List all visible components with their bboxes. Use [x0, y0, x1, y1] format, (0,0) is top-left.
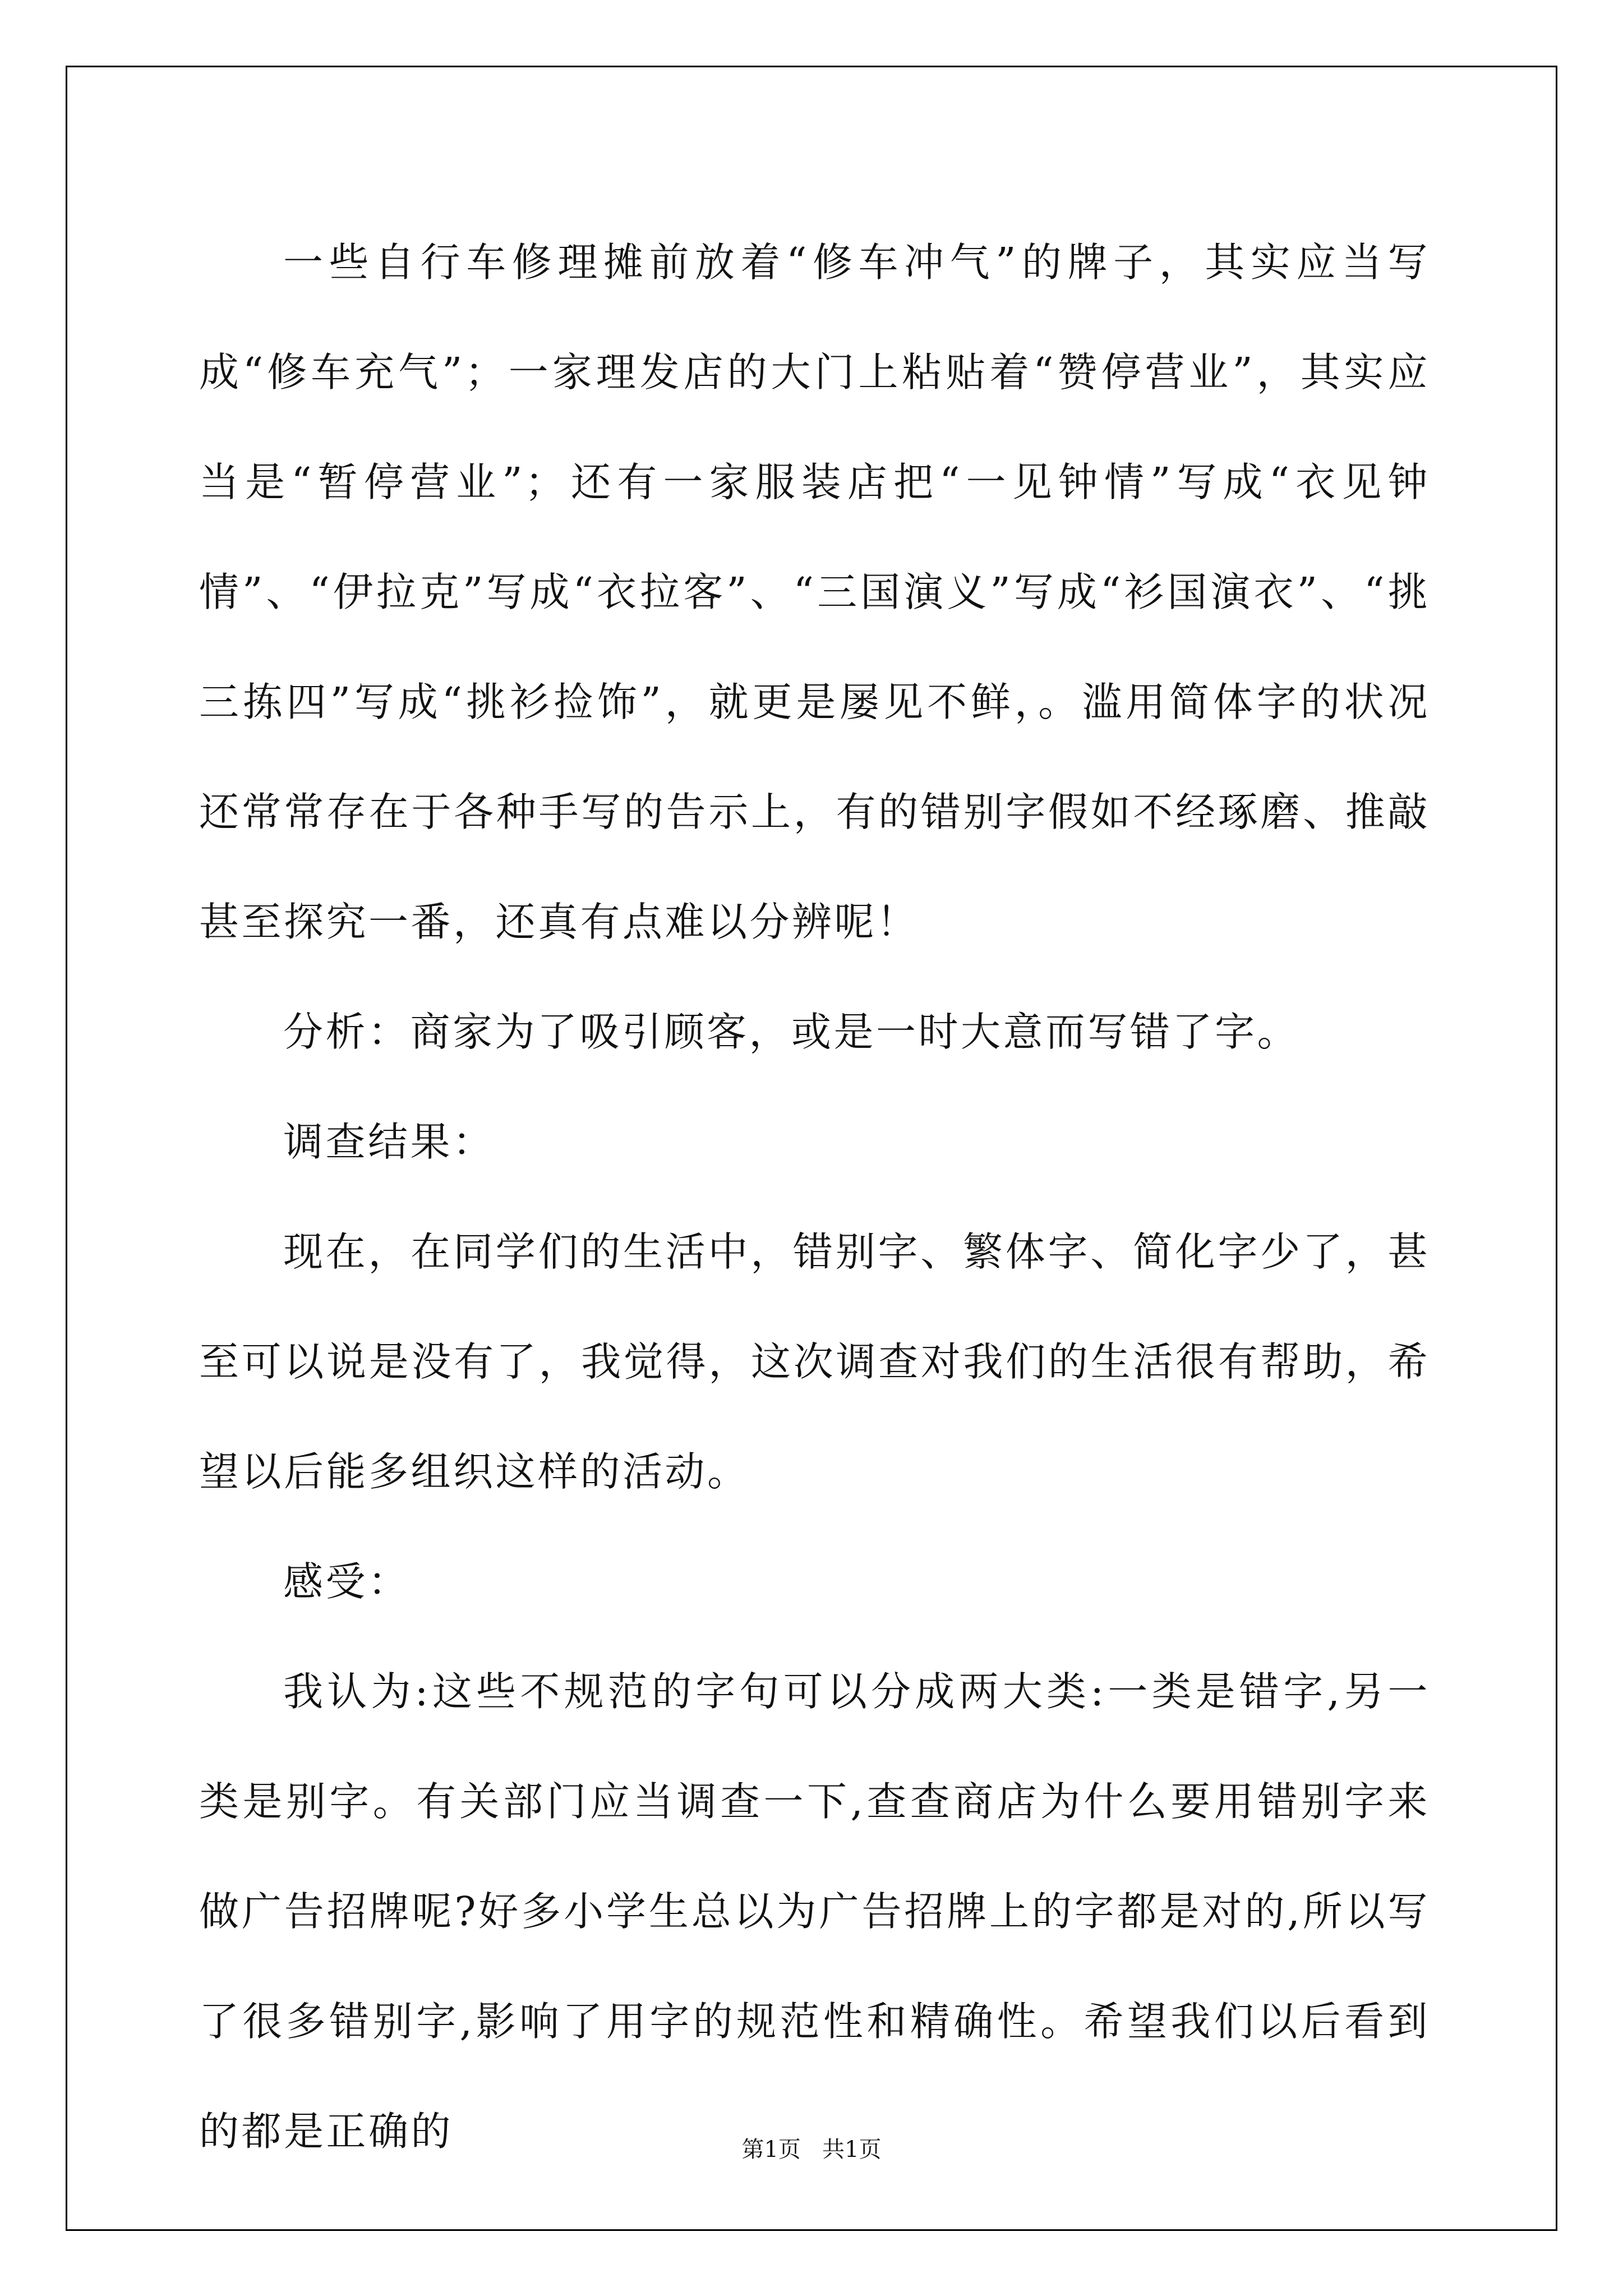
paragraph-signboard-examples: 一些自行车修理摊前放着“修车冲气”的牌子，其实应当写成“修车充气”；一家理发店的大门上粘贴着“赞停营业”，其实应当是“暂停营业”；还有一家服装店把“一见钟情”写成“衣见钟情”、“伊拉克”写成“衣拉客”、“三国演义”写成“衫国演衣”、“挑三拣四”写成“挑衫捡饰”，就更是屡见不鲜，。滥用简体字的状况还常常存在于各种手写的告示上，有的错别字假如不经琢磨、推敲甚至探究一番，还真有点难以分辨呢！ — [199, 239, 1430, 945]
paragraph-feelings: 我认为:这些不规范的字句可以分成两大类:一类是错字,另一类是别字。有关部门应当调查一下,查查商店为什么要用错别字来做广告招牌呢?好多小学生总以为广告招牌上的字都是对的,所以写了很多错别字,影响了用字的规范性和精确性。希望我们以后看到的都是正确的 — [199, 1668, 1430, 2155]
document-body — [199, 208, 1430, 2187]
paragraph-results: 现在，在同学们的生活中，错别字、繁体字、简化字少了，甚至可以说是没有了，我觉得，这次调查对我们的生活很有帮助，希望以后能多组织这样的活动。 — [199, 1228, 1430, 1495]
paragraph-results-heading: 调查结果： — [283, 1119, 495, 1165]
paragraph-feelings-heading: 感受： — [283, 1558, 411, 1605]
paragraph-analysis: 分析：商家为了吸引顾客，或是一时大意而写错了字。 — [283, 1009, 1300, 1055]
page-number-footer: 第1页 共1页 — [741, 2137, 882, 2162]
